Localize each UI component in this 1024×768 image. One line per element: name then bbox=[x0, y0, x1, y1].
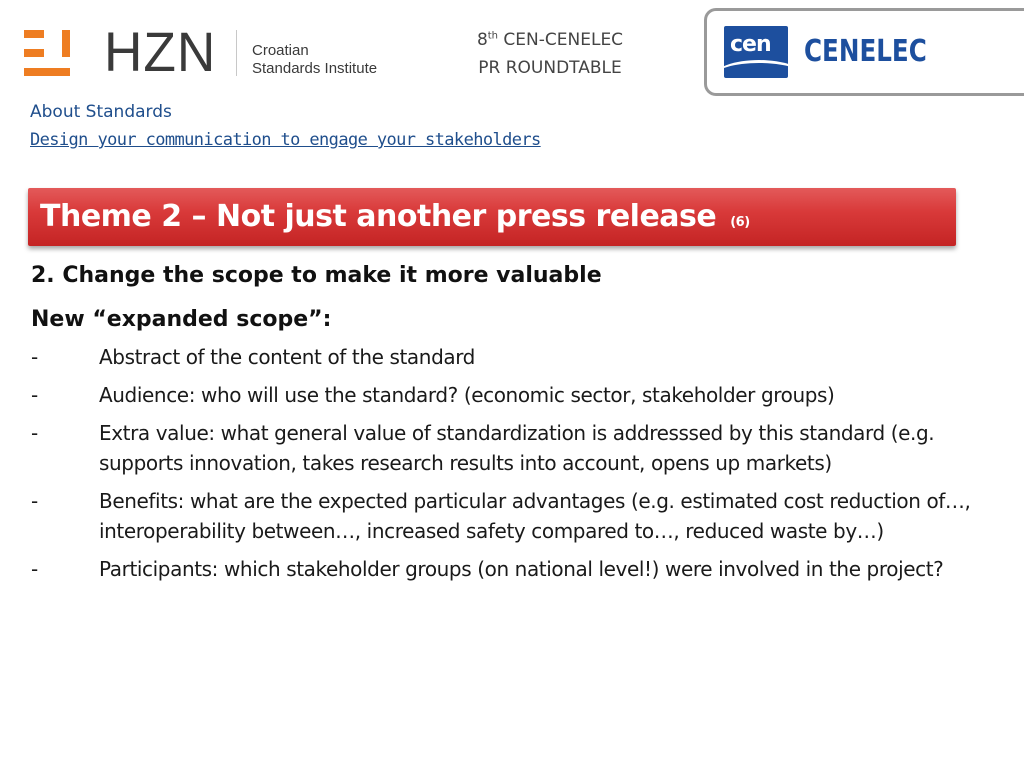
cen-logo-swoosh bbox=[724, 60, 788, 78]
header-divider bbox=[236, 30, 237, 76]
hzn-logo-icon bbox=[24, 30, 72, 76]
bullet-dash: - bbox=[31, 383, 38, 407]
bullet-dash: - bbox=[31, 557, 38, 581]
bullet-dash: - bbox=[31, 489, 38, 513]
theme-title-text: Theme 2 – Not just another press release bbox=[40, 199, 717, 234]
hzn-logo-bar bbox=[24, 68, 70, 76]
bullet-item bbox=[31, 418, 1021, 478]
hzn-logo-bar bbox=[24, 49, 44, 57]
hzn-subtitle bbox=[252, 42, 377, 78]
bullet-item bbox=[31, 554, 1021, 584]
bullet-item bbox=[31, 486, 1021, 546]
event-number: 8 bbox=[476, 30, 488, 50]
bullet-item bbox=[31, 342, 1021, 372]
theme-slide-count: (6) bbox=[730, 215, 750, 230]
cen-logo-icon bbox=[724, 26, 788, 78]
slide-content bbox=[31, 258, 1021, 592]
cen-logo-text: cen bbox=[730, 32, 771, 57]
theme-title bbox=[40, 198, 750, 242]
bullet-list bbox=[31, 342, 1021, 584]
bullet-text: Extra value: what general value of standardization is addresssed by this standard (e.g. supports innovation, takes research results into account, opens up markets) bbox=[99, 421, 935, 475]
event-title bbox=[440, 26, 660, 82]
subsection-heading: New “expanded scope”: bbox=[31, 307, 332, 332]
bullet-text: Audience: who will use the standard? (economic sector, stakeholder groups) bbox=[99, 383, 835, 407]
hzn-subtitle-line2: Standards Institute bbox=[252, 60, 378, 77]
section-heading: 2. Change the scope to make it more valuable bbox=[31, 263, 602, 288]
hzn-logo-bar bbox=[24, 30, 44, 38]
bullet-item bbox=[31, 380, 1021, 410]
event-title-line1 bbox=[440, 26, 660, 54]
design-communication-link[interactable]: Design your communication to engage your stakeholders bbox=[30, 130, 541, 150]
hzn-logo-bar bbox=[62, 30, 70, 57]
event-name: CEN-CENELEC bbox=[498, 30, 624, 50]
hzn-wordmark: HZN bbox=[104, 20, 217, 83]
bullet-text: Participants: which stakeholder groups (on national level!) were involved in the project? bbox=[99, 557, 944, 581]
bullet-text: Abstract of the content of the standard bbox=[99, 345, 475, 369]
theme-banner bbox=[28, 188, 956, 246]
event-title-line2: PR ROUNDTABLE bbox=[478, 58, 622, 78]
hzn-subtitle-line1: Croatian bbox=[252, 42, 309, 59]
cenelec-logo-text: CENELEC bbox=[804, 34, 927, 69]
bullet-dash: - bbox=[31, 421, 38, 445]
about-standards-link[interactable]: About Standards bbox=[30, 102, 172, 122]
bullet-dash: - bbox=[31, 345, 38, 369]
event-ordinal: th bbox=[487, 30, 499, 42]
bullet-text: Benefits: what are the expected particular advantages (e.g. estimated cost reduction of…, interoperability between…, increased safety compared to…, reduced waste by…) bbox=[99, 489, 971, 543]
